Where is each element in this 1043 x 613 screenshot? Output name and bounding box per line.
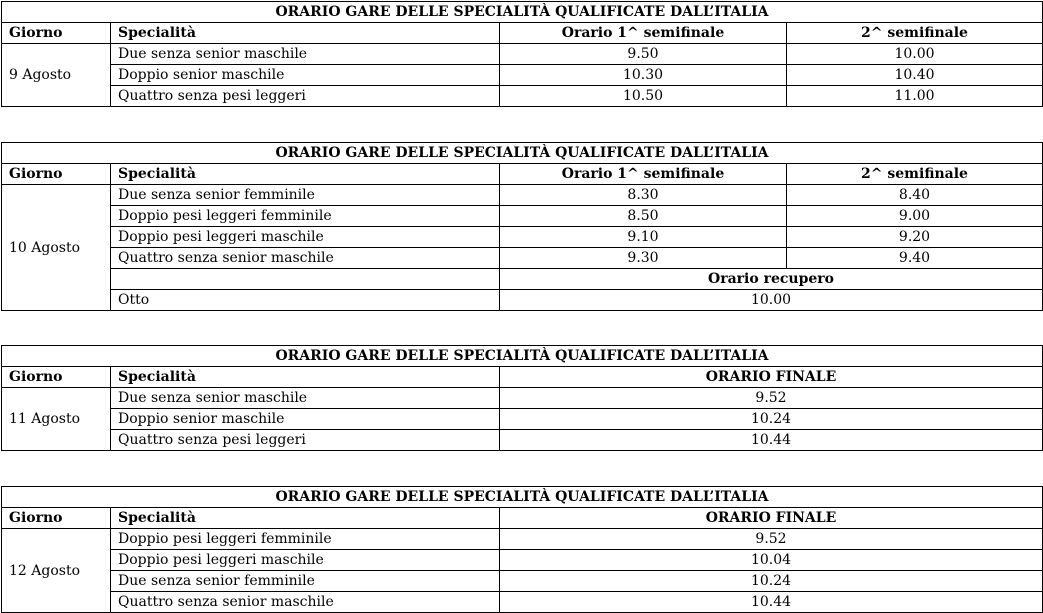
table-row — [2, 592, 1043, 613]
table-row — [2, 550, 1043, 571]
semifinal-2-time: 10.40 — [787, 65, 1043, 86]
day-cell: 12 Agosto — [2, 529, 111, 613]
table-row — [2, 65, 1043, 86]
table-row — [2, 430, 1043, 451]
empty-cell — [111, 269, 500, 290]
header-semifinale-2: 2^ semifinale — [787, 23, 1043, 44]
table-title-row — [2, 143, 1043, 164]
table-row — [2, 185, 1043, 206]
header-specialita: Specialità — [111, 23, 500, 44]
specialty-cell: Doppio senior maschile — [111, 409, 500, 430]
semifinal-2-time: 11.00 — [787, 86, 1043, 107]
semifinal-1-time: 10.50 — [500, 86, 787, 107]
specialty-cell: Doppio pesi leggeri maschile — [111, 550, 500, 571]
specialty-cell: Quattro senza senior maschile — [111, 592, 500, 613]
table-row — [2, 388, 1043, 409]
table-title: ORARIO GARE DELLE SPECIALITÀ QUALIFICATE DALL’ITALIA — [2, 487, 1043, 508]
table-title-row — [2, 346, 1043, 367]
semifinal-2-time: 9.20 — [787, 227, 1043, 248]
semifinal-2-time: 9.00 — [787, 206, 1043, 227]
specialty-cell: Doppio senior maschile — [111, 65, 500, 86]
semifinal-1-time: 9.10 — [500, 227, 787, 248]
table-title: ORARIO GARE DELLE SPECIALITÀ QUALIFICATE DALL’ITALIA — [2, 143, 1043, 164]
header-semifinale-1: Orario 1^ semifinale — [500, 164, 787, 185]
specialty-cell: Doppio pesi leggeri maschile — [111, 227, 500, 248]
semifinal-2-time: 8.40 — [787, 185, 1043, 206]
schedule-table-2 — [1, 142, 1043, 311]
table-row — [2, 44, 1043, 65]
header-semifinale-1: Orario 1^ semifinale — [500, 23, 787, 44]
table-row — [2, 409, 1043, 430]
specialty-cell: Doppio pesi leggeri femminile — [111, 529, 500, 550]
table-row — [2, 571, 1043, 592]
specialty-cell: Due senza senior femminile — [111, 571, 500, 592]
final-time: 9.52 — [500, 388, 1043, 409]
day-cell: 11 Agosto — [2, 388, 111, 451]
specialty-cell: Due senza senior maschile — [111, 388, 500, 409]
header-giorno: Giorno — [2, 367, 111, 388]
recovery-time: 10.00 — [500, 290, 1043, 311]
header-giorno: Giorno — [2, 164, 111, 185]
table-title-row — [2, 2, 1043, 23]
header-recovery: Orario recupero — [500, 269, 1043, 290]
specialty-cell: Quattro senza pesi leggeri — [111, 86, 500, 107]
header-row — [2, 508, 1043, 529]
table-title: ORARIO GARE DELLE SPECIALITÀ QUALIFICATE DALL’ITALIA — [2, 2, 1043, 23]
schedule-table-1 — [1, 1, 1043, 107]
table-row — [2, 529, 1043, 550]
specialty-cell: Due senza senior femminile — [111, 185, 500, 206]
final-time: 10.04 — [500, 550, 1043, 571]
specialty-cell: Quattro senza senior maschile — [111, 248, 500, 269]
day-cell: 9 Agosto — [2, 44, 111, 107]
semifinal-1-time: 8.50 — [500, 206, 787, 227]
table-row — [2, 206, 1043, 227]
final-time: 9.52 — [500, 529, 1043, 550]
semifinal-1-time: 8.30 — [500, 185, 787, 206]
specialty-cell: Otto — [111, 290, 500, 311]
header-specialita: Specialità — [111, 508, 500, 529]
recovery-header-row — [2, 269, 1043, 290]
table-row — [2, 227, 1043, 248]
header-giorno: Giorno — [2, 508, 111, 529]
schedule-table-3 — [1, 345, 1043, 451]
final-time: 10.24 — [500, 571, 1043, 592]
header-semifinale-2: 2^ semifinale — [787, 164, 1043, 185]
table-row — [2, 248, 1043, 269]
header-final-time: ORARIO FINALE — [500, 367, 1043, 388]
header-final-time: ORARIO FINALE — [500, 508, 1043, 529]
final-time: 10.24 — [500, 409, 1043, 430]
semifinal-2-time: 10.00 — [787, 44, 1043, 65]
table-title: ORARIO GARE DELLE SPECIALITÀ QUALIFICATE DALL’ITALIA — [2, 346, 1043, 367]
semifinal-1-time: 9.30 — [500, 248, 787, 269]
header-specialita: Specialità — [111, 164, 500, 185]
header-row — [2, 23, 1043, 44]
table-row — [2, 86, 1043, 107]
final-time: 10.44 — [500, 430, 1043, 451]
semifinal-1-time: 10.30 — [500, 65, 787, 86]
table-row — [2, 290, 1043, 311]
header-row — [2, 164, 1043, 185]
header-giorno: Giorno — [2, 23, 111, 44]
specialty-cell: Due senza senior maschile — [111, 44, 500, 65]
final-time: 10.44 — [500, 592, 1043, 613]
day-cell: 10 Agosto — [2, 185, 111, 311]
semifinal-1-time: 9.50 — [500, 44, 787, 65]
schedule-table-4 — [1, 486, 1043, 613]
header-specialita: Specialità — [111, 367, 500, 388]
semifinal-2-time: 9.40 — [787, 248, 1043, 269]
table-title-row — [2, 487, 1043, 508]
specialty-cell: Quattro senza pesi leggeri — [111, 430, 500, 451]
header-row — [2, 367, 1043, 388]
specialty-cell: Doppio pesi leggeri femminile — [111, 206, 500, 227]
